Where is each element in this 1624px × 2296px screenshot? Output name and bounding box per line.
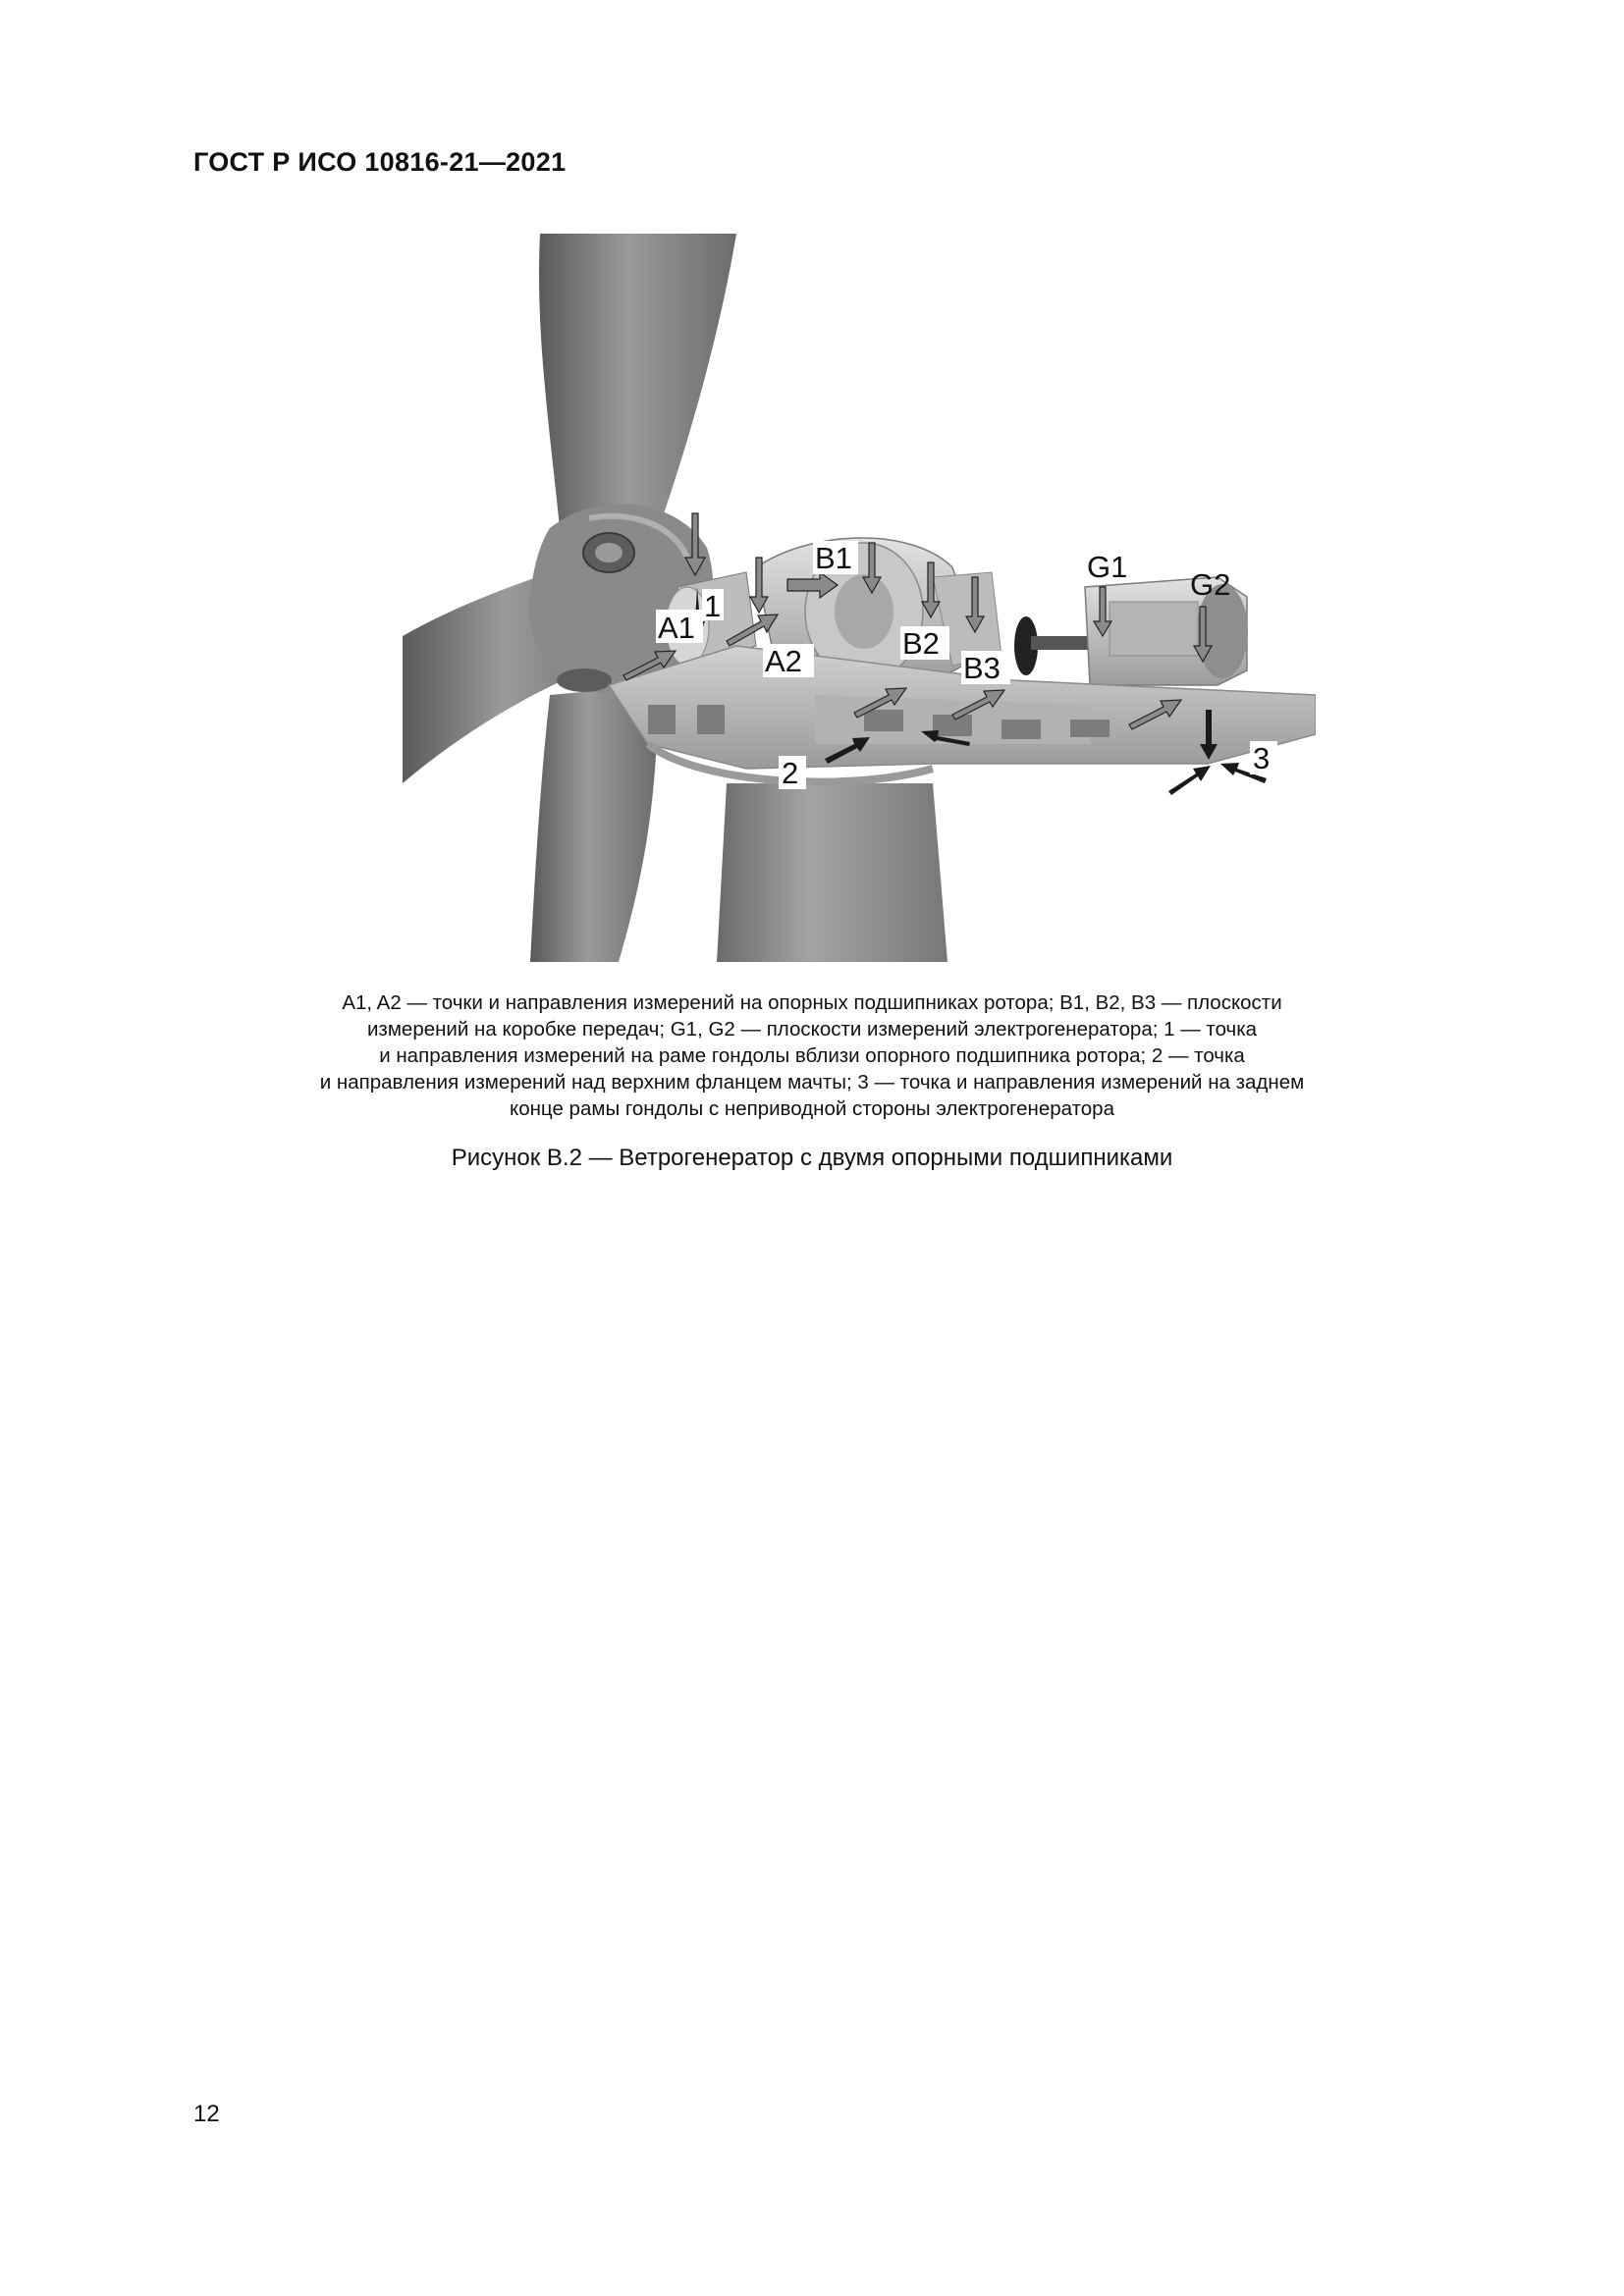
label-b1: B1 (815, 541, 852, 575)
label-g2: G2 (1190, 567, 1231, 602)
document-header: ГОСТ Р ИСО 10816-21—2021 (193, 147, 567, 177)
label-b3: B3 (963, 651, 1001, 685)
label-point-2: 2 (782, 756, 799, 790)
legend-line: A1, A2 — точки и направления измерений на опорных подшипниках ротора; B1, B2, B3 — плоскости (342, 991, 1282, 1014)
label-g1: G1 (1087, 550, 1128, 584)
figure-legend (245, 989, 1379, 1122)
wind-turbine-drawing (403, 234, 1316, 962)
legend-line: конце рамы гондолы с неприводной стороны электрогенератора (510, 1097, 1114, 1120)
wind-turbine-figure (403, 234, 1316, 962)
label-point-1: 1 (704, 589, 722, 623)
label-point-3: 3 (1253, 741, 1271, 775)
label-b2: B2 (902, 626, 940, 661)
label-a2: A2 (765, 644, 802, 678)
legend-line: и направления измерений на раме гондолы вблизи опорного подшипника ротора; 2 — точка (379, 1044, 1245, 1067)
page-number: 12 (193, 2101, 220, 2127)
legend-line: измерений на коробке передач; G1, G2 — плоскости измерений электрогенератора; 1 — точка (366, 1018, 1258, 1041)
legend-line: и направления измерений над верхним фланцем мачты; 3 — точка и направления измерений на заднем (319, 1071, 1305, 1094)
figure-title: Рисунок В.2 — Ветрогенератор с двумя опорными подшипниками (451, 1145, 1173, 1171)
label-a1: A1 (658, 611, 695, 645)
